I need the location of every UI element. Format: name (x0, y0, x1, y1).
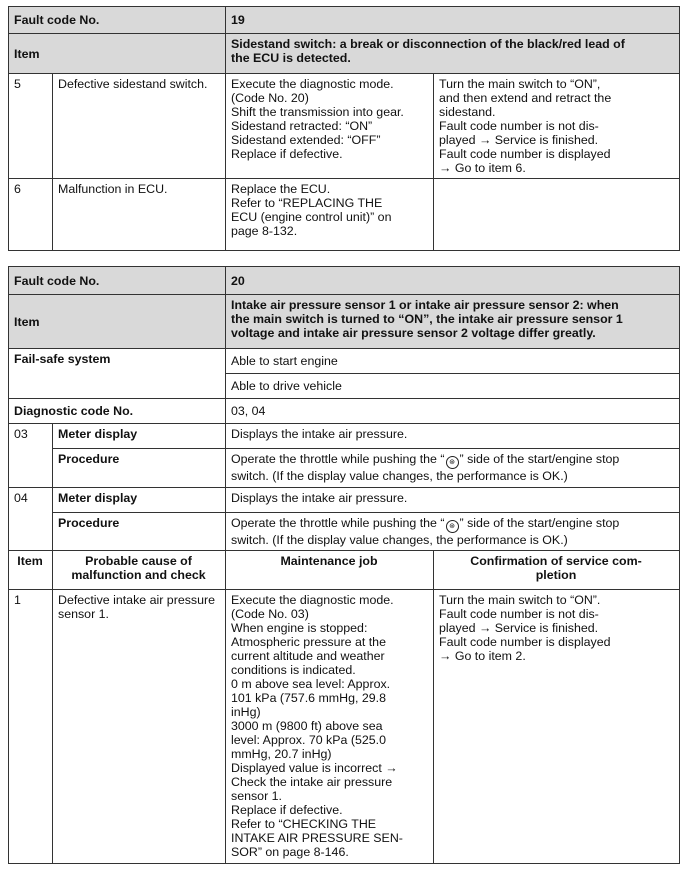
header-cause-line: Probable cause of (85, 554, 192, 568)
header-confirm (434, 551, 680, 590)
job-line: Replace the ECU. (231, 182, 331, 196)
item-description (226, 295, 680, 349)
job-line: INTAKE AIR PRESSURE SEN- (231, 831, 403, 845)
item-number: 6 (9, 179, 53, 251)
job-line: Replace if defective. (231, 803, 343, 817)
job-line: Execute the diagnostic mode. (231, 593, 394, 607)
procedure-text-part: switch. (If the display value changes, the performance is OK.) (231, 469, 568, 483)
procedure-text-part: Operate the throttle while pushing the “ (231, 452, 445, 466)
fault-code-value: 19 (226, 7, 680, 34)
maintenance-job (226, 74, 434, 179)
probable-cause: Malfunction in ECU. (53, 179, 226, 251)
job-line: Execute the diagnostic mode. (231, 77, 394, 91)
maintenance-job (226, 590, 434, 864)
confirm-line: and then extend and retract the (439, 91, 612, 105)
header-confirm-line: pletion (535, 568, 577, 582)
header-confirm-line: Confirmation of service com- (470, 554, 642, 568)
meter-display-value: Displays the intake air pressure. (226, 488, 680, 513)
failsafe-label: Fail-safe system (9, 349, 226, 399)
confirm-line: played → Service is finished. (439, 621, 599, 635)
diagnostic-code-label: Diagnostic code No. (9, 399, 226, 424)
confirm-line: Fault code number is not dis- (439, 119, 599, 133)
item-description-line: the ECU is detected. (231, 51, 351, 65)
item-description-line: Sidestand switch: a break or disconnection of the black/red lead of (231, 37, 625, 51)
procedure-text-part: Operate the throttle while pushing the “ (231, 516, 445, 530)
item-description-line: Intake air pressure sensor 1 or intake air pressure sensor 2: when (231, 298, 619, 312)
procedure-text-part: switch. (If the display value changes, the performance is OK.) (231, 533, 568, 547)
header-job: Maintenance job (226, 551, 434, 590)
failsafe-value: Able to drive vehicle (226, 374, 680, 399)
service-confirmation (434, 590, 680, 864)
job-line: (Code No. 03) (231, 607, 309, 621)
fault-code-label: Fault code No. (9, 7, 226, 34)
job-line: sensor 1. (231, 789, 282, 803)
procedure-label: Procedure (53, 449, 226, 488)
procedure-text (226, 449, 680, 488)
job-line: page 8-132. (231, 224, 298, 238)
item-description-line: the main switch is turned to “ON”, the intake air pressure sensor 1 (231, 312, 623, 326)
fault-code-label: Fault code No. (9, 267, 226, 295)
table-row (9, 513, 680, 551)
start-switch-icon: ⊛ (446, 456, 459, 469)
job-line: Check the intake air pressure (231, 775, 393, 789)
job-line: Shift the transmission into gear. (231, 105, 404, 119)
diagnostic-code: 04 (9, 488, 53, 551)
job-line: 0 m above sea level: Approx. (231, 677, 391, 691)
table-row (9, 424, 680, 449)
cause-line: sensor 1. (58, 607, 109, 621)
header-item: Item (9, 551, 53, 590)
item-description (226, 34, 680, 74)
fault-19-table (8, 6, 680, 251)
job-line: inHg) (231, 705, 261, 719)
confirm-line: Fault code number is not dis- (439, 607, 599, 621)
table-row (9, 74, 680, 179)
confirm-line: → Go to item 6. (439, 161, 526, 175)
job-line: Refer to “CHECKING THE (231, 817, 377, 831)
service-confirmation (434, 74, 680, 179)
confirm-line: played → Service is finished. (439, 133, 599, 147)
procedure-text-part: ” side of the start/engine stop (459, 516, 620, 530)
meter-display-label: Meter display (53, 424, 226, 449)
procedure-label: Procedure (53, 513, 226, 551)
table-row (9, 488, 680, 513)
job-line: Atmospheric pressure at the (231, 635, 386, 649)
job-line: Sidestand retracted: “ON” (231, 119, 373, 133)
procedure-text-part: ” side of the start/engine stop (459, 452, 620, 466)
job-line: Sidestand extended: “OFF” (231, 133, 381, 147)
item-label: Item (9, 34, 226, 74)
job-line: ECU (engine control unit)” on (231, 210, 392, 224)
service-confirmation (434, 179, 680, 251)
job-line: Replace if defective. (231, 147, 343, 161)
probable-cause (53, 590, 226, 864)
fault-code-value: 20 (226, 267, 680, 295)
job-line: 101 kPa (757.6 mmHg, 29.8 (231, 691, 386, 705)
maintenance-job (226, 179, 434, 251)
item-number: 5 (9, 74, 53, 179)
job-line: (Code No. 20) (231, 91, 309, 105)
confirm-line: Fault code number is displayed (439, 635, 611, 649)
meter-display-value: Displays the intake air pressure. (226, 424, 680, 449)
confirm-line: → Go to item 2. (439, 649, 526, 663)
job-line: current altitude and weather (231, 649, 385, 663)
column-header-row (9, 551, 680, 590)
header-cause (53, 551, 226, 590)
table-row (9, 590, 680, 864)
diagnostic-code-value: 03, 04 (226, 399, 680, 424)
confirm-line: sidestand. (439, 105, 496, 119)
job-line: level: Approx. 70 kPa (525.0 (231, 733, 386, 747)
item-description-line: voltage and intake air pressure sensor 2 voltage differ greatly. (231, 326, 596, 340)
start-switch-icon: ⊛ (446, 520, 459, 533)
confirm-line: Turn the main switch to “ON”. (439, 593, 601, 607)
item-number: 1 (9, 590, 53, 864)
job-line: SOR” on page 8-146. (231, 845, 349, 859)
table-row (9, 449, 680, 488)
cause-line: Defective intake air pressure (58, 593, 216, 607)
job-line: mmHg, 20.7 inHg) (231, 747, 332, 761)
meter-display-label: Meter display (53, 488, 226, 513)
job-line: conditions is indicated. (231, 663, 356, 677)
failsafe-value: Able to start engine (226, 349, 680, 374)
job-line: 3000 m (9800 ft) above sea (231, 719, 383, 733)
fault-20-table (8, 266, 680, 864)
job-line: Displayed value is incorrect → (231, 761, 398, 775)
confirm-line: Fault code number is displayed (439, 147, 611, 161)
item-label: Item (9, 295, 226, 349)
probable-cause: Defective sidestand switch. (53, 74, 226, 179)
confirm-line: Turn the main switch to “ON”, (439, 77, 601, 91)
diagnostic-code: 03 (9, 424, 53, 488)
table-row (9, 179, 680, 251)
header-cause-line: malfunction and check (71, 568, 206, 582)
job-line: Refer to “REPLACING THE (231, 196, 383, 210)
procedure-text (226, 513, 680, 551)
job-line: When engine is stopped: (231, 621, 368, 635)
